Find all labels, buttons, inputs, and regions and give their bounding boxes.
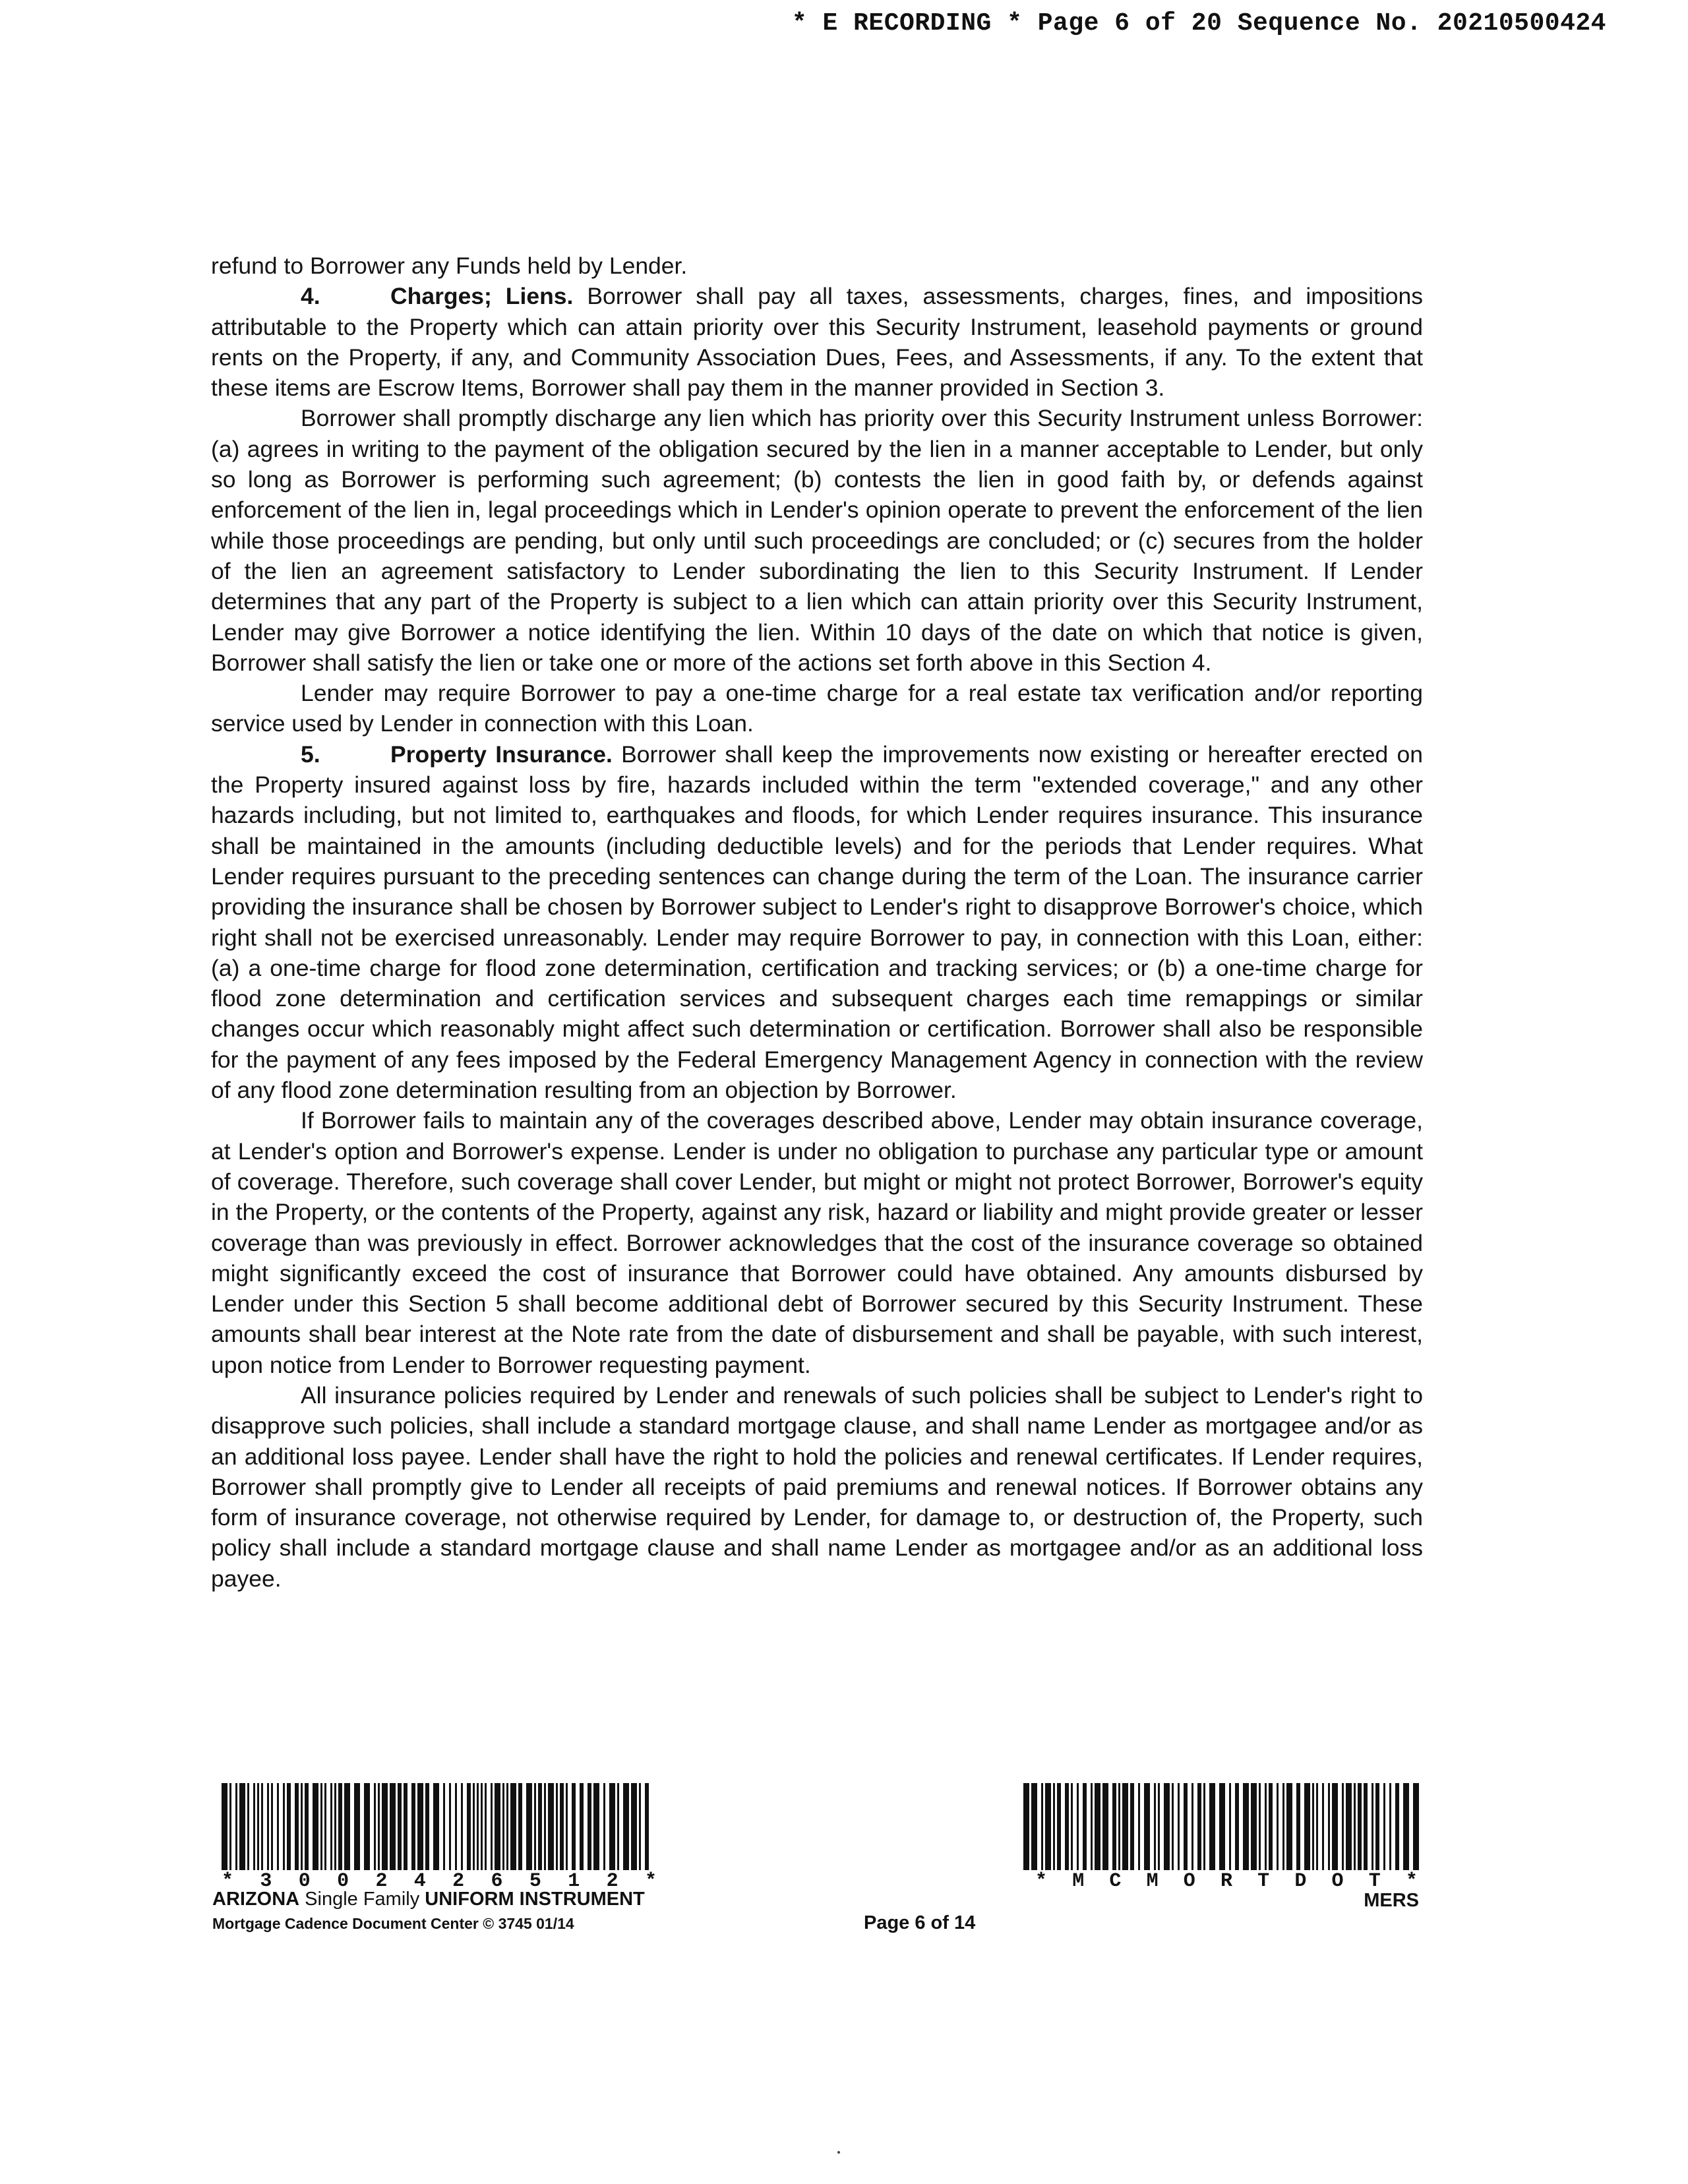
barcode-bar [1346,1783,1352,1870]
barcode-right-char: R [1220,1870,1232,1893]
barcode-bar [1209,1783,1215,1870]
barcode-bar [580,1783,584,1870]
section-4 [211,281,1423,403]
section-4-text: Borrower shall pay all taxes, assessments, charges, fines, and impositions attributable to the Property which can attain priority over this Security Instrument, leasehold payments or ground rents on the Property, if any, and Community Association Dues, Fees, and Assessments, if any. To the extent that these items are Escrow Items, Borrower shall pay them in the manner provided in Section 3. [211,283,1423,402]
barcode-bar [1130,1783,1134,1870]
barcode-bar [1083,1783,1087,1870]
barcode-bar [1172,1783,1174,1870]
barcode-bar [301,1783,303,1870]
barcode-bar [378,1783,380,1870]
barcode-bar [1375,1783,1379,1870]
barcode-bar [639,1783,641,1870]
barcode-bar [548,1783,554,1870]
barcode-bar [1277,1783,1279,1870]
barcode-bar [566,1783,568,1870]
barcode-bar [534,1783,536,1870]
barcode-bar [491,1783,493,1870]
barcode-right-char: M [1146,1870,1159,1893]
barcode-bar [1229,1783,1231,1870]
barcode-bar [1403,1783,1409,1870]
barcode-bar [1219,1783,1225,1870]
barcode-bar [1332,1783,1338,1870]
barcode-bar [1251,1783,1257,1870]
barcode-bar [338,1783,342,1870]
section-5-title: Property Insurance. [390,741,613,768]
barcode-bar [287,1783,291,1870]
barcode-bar [1071,1783,1073,1870]
barcode-bar [609,1783,615,1870]
barcode-bar [222,1783,227,1870]
barcode-bar [1102,1783,1108,1870]
barcode-right-char: M [1072,1870,1085,1893]
section-4-title: Charges; Liens. [390,283,574,310]
barcode-bar [461,1783,463,1870]
barcode-left-char: 0 [298,1870,311,1893]
barcode-bar [1304,1783,1310,1870]
recording-header: * E RECORDING * Page 6 of 20 Sequence No. 20210500424 [791,9,1606,38]
barcode-bar [411,1783,415,1870]
barcode-bar [1286,1783,1292,1870]
barcode-left-char: * [644,1870,657,1893]
page-number: Page 6 of 14 [864,1912,976,1933]
barcode-bar [1112,1783,1116,1870]
section-5-text: Borrower shall keep the improvements now existing or hereafter erected on the Property insured against loss by fire, hazards included within the term "extended coverage," and any other hazards including, but not limited to, earthquakes and floods, for which Lender requires insurance. This insurance shall be maintained in the amounts (including deductible levels) and for the periods that Lender requires. What Lender requires pursuant to the preceding sentences can change during the term of the Loan. The insurance carrier providing the insurance shall be chosen by Borrower subject to Lender's right to disapprove Borrower's choice, which right shall not be exercised unreasonably. Lender may require Borrower to pay, in connection with this Loan, either: (a) a one-time charge for flood zone determination, certification and tracking services; or (b) a one-time charge for flood zone determination and certification services and subsequent charges each time remappings or similar changes occur which reasonably might affect such determination or certification. Borrower shall also be responsible for the payment of any fees imposed by the Federal Emergency Management Agency in connection with the review of any flood zone determination resulting from an objection by Borrower. [211,741,1423,1104]
barcode-left-char: 3 [260,1870,272,1893]
barcode-bar [1197,1783,1201,1870]
barcode-bar [1065,1783,1069,1870]
barcode-bar [1184,1783,1188,1870]
barcode-bar [313,1783,318,1870]
barcode-left-char: 2 [375,1870,388,1893]
barcode-bar [506,1783,508,1870]
barcode-bar [455,1783,457,1870]
barcode-right-char: O [1183,1870,1195,1893]
barcode-bar [1122,1783,1128,1870]
section-5 [211,739,1423,1106]
barcode-bar [1031,1783,1037,1870]
barcode-bar [1413,1783,1419,1870]
barcode-bar [1041,1783,1043,1870]
barcode-bar [364,1783,370,1870]
barcode-bar [443,1783,445,1870]
barcode-bar [1023,1783,1029,1870]
barcode-bar [324,1783,326,1870]
barcode-bar [354,1783,360,1870]
barcode-bar [261,1783,263,1870]
barcode-bar [229,1783,231,1870]
barcode-right-char: D [1294,1870,1307,1893]
barcode-bar [334,1783,336,1870]
barcode-bar [481,1783,483,1870]
barcode-left-char: 2 [606,1870,618,1893]
barcode-bar [495,1783,500,1870]
barcode-bar [239,1783,245,1870]
barcode-bar [1077,1783,1079,1870]
barcode-bar [1095,1783,1100,1870]
barcode-left-graphic [222,1783,654,1870]
barcode-left-char: 1 [568,1870,580,1893]
barcode-bar [1389,1783,1391,1870]
document-body [211,251,1423,1594]
barcode-bar [1282,1783,1284,1870]
barcode-bar [305,1783,309,1870]
instrument-form: UNIFORM INSTRUMENT [425,1889,645,1910]
paragraph-insurance-policies: All insurance policies required by Lender and renewals of such policies shall be subject to Lender's right to disapprove such policies, shall include a standard mortgage clause, and shall name Lender as mortgagee and/or as an additional loss payee. Lender shall have the right to hold the policies and renewal certificates. If Lender requires, Borrower shall promptly give to Lender all receipts of paid premiums and renewal notices. If Borrower obtains any form of insurance coverage, not otherwise required by Lender, for damage to, or destruction of, the Property, such policy shall include a standard mortgage clause and shall name Lender as mortgagee and/or as an additional loss payee. [211,1381,1423,1592]
barcode-left-char: 4 [413,1870,426,1893]
barcode-bar [277,1783,279,1870]
paragraph-coverage-failure: If Borrower fails to maintain any of the coverages described above, Lender may obtain insurance coverage, at Lender's option and Borrower's expense. Lender is under no obligation to purchase any particular type or amount of coverage. Therefore, such coverage shall cover Lender, but might or might not protect Borrower, Borrower's equity in the Property, or the contents of the Property, against any risk, hazard or liability and might provide greater or lesser coverage than was previously in effect. Borrower acknowledges that the cost of the insurance coverage so obtained might significantly exceed the cost of insurance that Borrower could have obtained. Any amounts disbursed by Lender under this Section 5 shall become additional debt of Borrower secured by this Security Instrument. These amounts shall bear interest at the Note rate from the date of disbursement and shall be payable, with such interest, upon notice from Lender to Borrower requesting payment. [211,1107,1423,1378]
barcode-bar [544,1783,546,1870]
barcode-bar [1265,1783,1267,1870]
barcode-bar [502,1783,504,1870]
paragraph-refund: refund to Borrower any Funds held by Lender. [211,253,688,279]
barcode-bar [1296,1783,1300,1870]
barcode-bar [1312,1783,1314,1870]
barcode-right-graphic [1023,1783,1419,1870]
barcode-bar [631,1783,637,1870]
barcode-bar [1395,1783,1399,1870]
barcode-right-char: T [1257,1870,1270,1893]
section-4-number: 4. [301,283,320,310]
instrument-label [212,1889,645,1910]
barcode-right-char: C [1109,1870,1122,1893]
barcode-bar [485,1783,487,1870]
barcode-bar [253,1783,255,1870]
barcode-right-char: * [1035,1870,1048,1893]
barcode-bar [593,1783,599,1870]
barcode-bar [235,1783,237,1870]
paragraph-tax-verification: Lender may require Borrower to pay a one-time charge for a real estate tax verification and/or reporting service used by Lender in connection with this Loan. [211,680,1423,737]
paragraph-discharge-lien: Borrower shall promptly discharge any lien which has priority over this Security Instrument unless Borrower: (a) agrees in writing to the payment of the obligation secured by the lien in a manner acceptable to Lender, but only so long as Borrower is performing such agreement; (b) contests the lien in good faith by, or defends against enforcement of the lien in, legal proceedings which in Lender's opinion operate to prevent the enforcement of the lien while those proceedings are pending, but only until such proceedings are concluded; or (c) secures from the holder of the lien an agreement satisfactory to Lender subordinating the lien to this Security Instrument. If Lender determines that any part of the Property is subject to a lien which can attain priority over this Security Instrument, Lender may give Borrower a notice identifying the lien. Within 10 days of the date on which that notice is given, Borrower shall satisfy the lien or take one or more of the actions set forth above in this Section 4. [211,405,1423,676]
mers-label: MERS [1364,1890,1419,1911]
barcode-bar [271,1783,273,1870]
instrument-type: Single Family [299,1889,425,1910]
barcode-bar [1158,1783,1160,1870]
barcode-bar [510,1783,516,1870]
barcode-bar [257,1783,259,1870]
barcode-bar [1164,1783,1170,1870]
barcode-bar [404,1783,407,1870]
barcode-bar [623,1783,629,1870]
barcode-bar [374,1783,376,1870]
barcode-bar [1364,1783,1368,1870]
barcode-bar [417,1783,423,1870]
barcode-bar [617,1783,619,1870]
barcode-bar [556,1783,558,1870]
barcode-bar [477,1783,479,1870]
barcode-bar [433,1783,439,1870]
barcode-bar [473,1783,475,1870]
barcode-bar [1091,1783,1093,1870]
barcode-bar [1342,1783,1344,1870]
barcode-bar [560,1783,564,1870]
barcode-bar [425,1783,429,1870]
barcode-bar [1118,1783,1120,1870]
barcode-bar [1383,1783,1385,1870]
barcode-left-char: 6 [491,1870,503,1893]
barcode-bar [1269,1783,1273,1870]
barcode-bar [1235,1783,1239,1870]
document-center-label: Mortgage Cadence Document Center © 3745 01/14 [212,1915,574,1932]
barcode-bar [1328,1783,1330,1870]
barcode-bar [1203,1783,1205,1870]
barcode-bar [247,1783,249,1870]
barcode-left-char: * [222,1870,234,1893]
barcode-bar [467,1783,471,1870]
barcode-bar [1243,1783,1249,1870]
barcode-bar [1354,1783,1356,1870]
barcode-bar [295,1783,299,1870]
section-5-number: 5. [301,741,320,768]
barcode-bar [344,1783,350,1870]
barcode-right-char: T [1368,1870,1381,1893]
barcode-bar [382,1783,388,1870]
barcode-right-char: O [1331,1870,1344,1893]
barcode-bar [1138,1783,1140,1870]
barcode-bar [1191,1783,1193,1870]
barcode-bar [1259,1783,1261,1870]
barcode-bar [1154,1783,1156,1870]
barcode-bar [1372,1783,1373,1870]
barcode-bar [390,1783,396,1870]
barcode-bar [1045,1783,1051,1870]
barcode-bar [645,1783,649,1870]
barcode-bar [1178,1783,1180,1870]
barcode-bar [518,1783,522,1870]
barcode-bar [526,1783,532,1870]
barcode-bar [1316,1783,1318,1870]
barcode-right-char: * [1405,1870,1418,1893]
barcode-bar [1057,1783,1061,1870]
barcode-bar [1322,1783,1324,1870]
barcode-bar [572,1783,576,1870]
barcode-left-char: 0 [337,1870,349,1893]
barcode-bar [320,1783,322,1870]
barcode-bar [1053,1783,1055,1870]
instrument-state: ARIZONA [212,1889,300,1910]
barcode-bar [449,1783,451,1870]
scan-speck [837,2151,840,2154]
barcode-left-char: 5 [529,1870,541,1893]
barcode-bar [330,1783,332,1870]
barcode-left-char: 2 [452,1870,465,1893]
barcode-bar [538,1783,542,1870]
barcode-bar [398,1783,402,1870]
barcode-bar [603,1783,605,1870]
barcode-right-digits [1035,1870,1418,1893]
barcode-bar [1358,1783,1362,1870]
barcode-bar [1144,1783,1150,1870]
barcode-bar [283,1783,285,1870]
barcode-bar [267,1783,269,1870]
barcode-bar [588,1783,591,1870]
